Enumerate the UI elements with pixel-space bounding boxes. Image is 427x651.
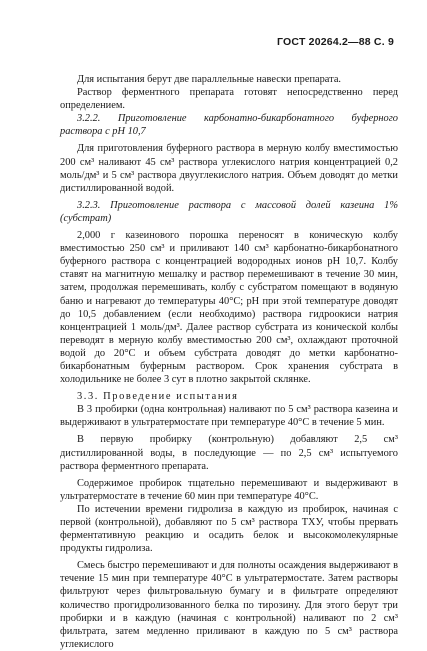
page-header: ГОСТ 20264.2—88 С. 9 — [277, 36, 394, 48]
section-heading: 3.3. Проведение испытания — [77, 391, 239, 403]
paragraph: 2,000 г казеинового порошка переносят в коническую колбу вместимостью 250 см³ и приливают 140 см³ карбонатно-бикарбонатного буферного раствора с концентрацией водородных ионов рН 10,7. Колбу ставят на магнитную мешалку и раствор перемешивают в течение 30 мин, затем, продолжая перемешивать, колбу с субстратом помещают в водяную баню и нагревают до температуры 40°С; рН при этой температуре доводят до 10,5 добавлением (если необходимо) раствора гидроокиси натрия концентрацией 1 моль/дм³. Далее раствор субстрата из конической колбы переводят в мерную колбу вместимостью 200 см³, охлаждают проточной водой до 20°С и объем субстрата доводят до метки карбонатно-бикарбонатным буферным раствором. Срок хранения субстрата в холодильнике не более 3 сут в плотно закрытой склянке. — [60, 230, 398, 386]
paragraph: Смесь быстро перемешивают и для полноты осаждения выдерживают в течение 15 мин при температуре 40°С в ультратермостате. Затем растворы фильтруют через фильтровальную бумагу и в фильтрате определяют количество прогидролизованного белка по тирозину. Для этого берут три пробирки и в каждую (начиная с контрольной) наливают по 2 см³ фильтрата, затем медленно приливают в каждую по 5 см³ раствора углекислого — [60, 560, 398, 650]
paragraph: Для испытания берут две параллельные навески препарата. — [77, 74, 342, 85]
section-heading: 3.2.3. Приготовление раствора с массовой долей казеина 1% (субстрат) — [60, 199, 398, 224]
paragraph: Для приготовления буферного раствора в мерную колбу вместимостью 200 см³ наливают 45 см³ раствора углекислого натрия концентрацией 0,2 моль/дм³ и 5 см³ раствора двууглекислого натрия. Объем доводят до метки дистиллированной водой. — [60, 143, 398, 194]
paragraph: В 3 пробирки (одна контрольная) наливают по 5 см³ раствора казеина и выдерживают в ультратермостате при температуре 40°С в течение 5 мин. — [60, 404, 398, 429]
document-body — [60, 73, 398, 651]
paragraph: В первую пробирку (контрольную) добавляют 2,5 см³ дистиллированной воды, в последующие — по 2,5 см³ испытуемого раствора ферментного препарата. — [60, 434, 398, 472]
paragraph: Содержимое пробирок тщательно перемешивают и выдерживают в ультратермостате в течение 60 мин при температуре 40°С. — [60, 477, 398, 502]
paragraph: Раствор ферментного препарата готовят непосредственно перед определением. — [60, 87, 398, 112]
paragraph: По истечении времени гидролиза в каждую из пробирок, начиная с первой (контрольной), добавляют по 5 см³ раствора ТХУ, чтобы прервать ферментативную реакцию и осадить белок и высокомолекулярные продукты гидролиза. — [60, 503, 398, 555]
section-heading: 3.2.2. Приготовление карбонатно-бикарбонатного буферного раствора с рН 10,7 — [60, 113, 398, 138]
